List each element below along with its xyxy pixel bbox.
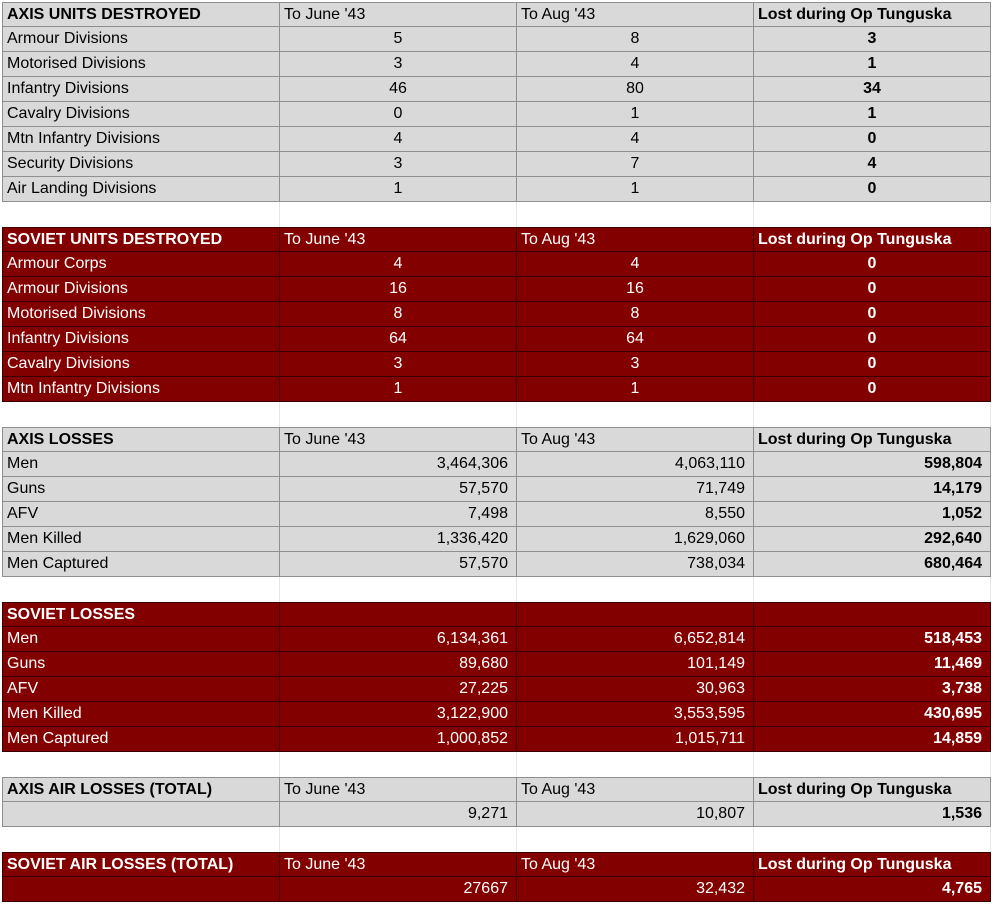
- value-cell[interactable]: 3,122,900: [280, 702, 517, 727]
- empty-cell[interactable]: [517, 752, 754, 777]
- row-label[interactable]: Armour Divisions: [2, 27, 280, 52]
- column-header[interactable]: To June '43: [280, 777, 517, 802]
- value-cell[interactable]: 1: [517, 102, 754, 127]
- row-label[interactable]: [2, 877, 280, 902]
- section-title[interactable]: AXIS UNITS DESTROYED: [2, 2, 280, 27]
- soviet-losses-row: [2, 652, 991, 677]
- empty-cell[interactable]: [2, 752, 280, 777]
- value-cell[interactable]: 8: [517, 302, 754, 327]
- row-label[interactable]: Mtn Infantry Divisions: [2, 377, 280, 402]
- lost-value-cell[interactable]: 34: [754, 77, 991, 102]
- column-header[interactable]: To Aug '43: [517, 2, 754, 27]
- section-title[interactable]: AXIS AIR LOSSES (TOTAL): [2, 777, 280, 802]
- lost-value-cell[interactable]: 14,859: [754, 727, 991, 752]
- axis-losses-row: [2, 477, 991, 502]
- value-cell[interactable]: 64: [280, 327, 517, 352]
- row-label[interactable]: AFV: [2, 502, 280, 527]
- blank-row: [2, 202, 991, 227]
- column-header[interactable]: To June '43: [280, 2, 517, 27]
- axis-units-destroyed-header-row: [2, 2, 991, 27]
- empty-cell[interactable]: [2, 202, 280, 227]
- soviet-losses-row: [2, 627, 991, 652]
- column-header[interactable]: To June '43: [280, 227, 517, 252]
- row-label[interactable]: Men Captured: [2, 552, 280, 577]
- column-header[interactable]: To June '43: [280, 427, 517, 452]
- value-cell[interactable]: 8: [280, 302, 517, 327]
- value-cell[interactable]: 30,963: [517, 677, 754, 702]
- lost-value-cell[interactable]: 680,464: [754, 552, 991, 577]
- row-label[interactable]: Men Killed: [2, 702, 280, 727]
- lost-value-cell[interactable]: 1: [754, 102, 991, 127]
- row-label[interactable]: Armour Corps: [2, 252, 280, 277]
- lost-value-cell[interactable]: 0: [754, 327, 991, 352]
- blank-row: [2, 827, 991, 852]
- lost-value-cell[interactable]: 11,469: [754, 652, 991, 677]
- axis-units-destroyed-row: [2, 77, 991, 102]
- lost-value-cell[interactable]: 0: [754, 352, 991, 377]
- value-cell[interactable]: 3: [280, 52, 517, 77]
- row-label[interactable]: Cavalry Divisions: [2, 102, 280, 127]
- empty-cell[interactable]: [754, 402, 991, 427]
- empty-cell[interactable]: [2, 577, 280, 602]
- value-cell[interactable]: 1: [517, 377, 754, 402]
- value-cell[interactable]: 8: [517, 27, 754, 52]
- row-label[interactable]: Guns: [2, 477, 280, 502]
- value-cell[interactable]: 89,680: [280, 652, 517, 677]
- empty-cell[interactable]: [280, 827, 517, 852]
- column-header[interactable]: Lost during Op Tunguska: [754, 852, 991, 877]
- empty-cell[interactable]: [517, 402, 754, 427]
- row-label[interactable]: Motorised Divisions: [2, 302, 280, 327]
- axis-losses-header-row: [2, 427, 991, 452]
- row-label[interactable]: Infantry Divisions: [2, 327, 280, 352]
- soviet-units-destroyed-header-row: [2, 227, 991, 252]
- lost-value-cell[interactable]: 1: [754, 52, 991, 77]
- column-header[interactable]: [280, 602, 517, 627]
- value-cell[interactable]: 3: [517, 352, 754, 377]
- axis-losses-row: [2, 452, 991, 477]
- row-label[interactable]: Men Captured: [2, 727, 280, 752]
- lost-value-cell[interactable]: 0: [754, 377, 991, 402]
- empty-cell[interactable]: [754, 827, 991, 852]
- blank-row: [2, 577, 991, 602]
- lost-value-cell[interactable]: 0: [754, 127, 991, 152]
- lost-value-cell[interactable]: 518,453: [754, 627, 991, 652]
- value-cell[interactable]: 9,271: [280, 802, 517, 827]
- value-cell[interactable]: 4: [517, 127, 754, 152]
- lost-value-cell[interactable]: 0: [754, 252, 991, 277]
- section-title[interactable]: AXIS LOSSES: [2, 427, 280, 452]
- column-header[interactable]: Lost during Op Tunguska: [754, 227, 991, 252]
- axis-air-losses-total-header-row: [2, 777, 991, 802]
- soviet-losses-row: [2, 702, 991, 727]
- column-header[interactable]: To Aug '43: [517, 777, 754, 802]
- value-cell[interactable]: 8,550: [517, 502, 754, 527]
- value-cell[interactable]: 1,000,852: [280, 727, 517, 752]
- row-label[interactable]: Armour Divisions: [2, 277, 280, 302]
- value-cell[interactable]: 7: [517, 152, 754, 177]
- row-label[interactable]: AFV: [2, 677, 280, 702]
- row-label[interactable]: Mtn Infantry Divisions: [2, 127, 280, 152]
- empty-cell[interactable]: [280, 202, 517, 227]
- value-cell[interactable]: 80: [517, 77, 754, 102]
- soviet-units-destroyed-row: [2, 352, 991, 377]
- soviet-units-destroyed-row: [2, 277, 991, 302]
- value-cell[interactable]: 46: [280, 77, 517, 102]
- axis-air-losses-total-row: [2, 802, 991, 827]
- section-title[interactable]: SOVIET UNITS DESTROYED: [2, 227, 280, 252]
- lost-value-cell[interactable]: 14,179: [754, 477, 991, 502]
- soviet-units-destroyed-row: [2, 302, 991, 327]
- blank-row: [2, 752, 991, 777]
- row-label[interactable]: Men Killed: [2, 527, 280, 552]
- value-cell[interactable]: 4: [517, 52, 754, 77]
- row-label[interactable]: Men: [2, 452, 280, 477]
- soviet-units-destroyed-row: [2, 252, 991, 277]
- value-cell[interactable]: 4: [280, 252, 517, 277]
- column-header[interactable]: Lost during Op Tunguska: [754, 427, 991, 452]
- axis-losses-row: [2, 527, 991, 552]
- row-label[interactable]: Motorised Divisions: [2, 52, 280, 77]
- empty-cell[interactable]: [517, 827, 754, 852]
- value-cell[interactable]: 4: [280, 127, 517, 152]
- axis-units-destroyed-row: [2, 127, 991, 152]
- empty-cell[interactable]: [2, 402, 280, 427]
- soviet-units-destroyed-row: [2, 377, 991, 402]
- value-cell[interactable]: 1: [517, 177, 754, 202]
- value-cell[interactable]: 3,553,595: [517, 702, 754, 727]
- lost-value-cell[interactable]: 0: [754, 177, 991, 202]
- lost-value-cell[interactable]: 3,738: [754, 677, 991, 702]
- axis-units-destroyed-row: [2, 102, 991, 127]
- axis-units-destroyed-row: [2, 152, 991, 177]
- axis-units-destroyed-row: [2, 27, 991, 52]
- value-cell[interactable]: 1: [280, 177, 517, 202]
- value-cell[interactable]: 1,336,420: [280, 527, 517, 552]
- value-cell[interactable]: 0: [280, 102, 517, 127]
- column-header[interactable]: Lost during Op Tunguska: [754, 777, 991, 802]
- value-cell[interactable]: 1,015,711: [517, 727, 754, 752]
- row-label[interactable]: [2, 802, 280, 827]
- lost-value-cell[interactable]: 598,804: [754, 452, 991, 477]
- empty-cell[interactable]: [517, 202, 754, 227]
- empty-cell[interactable]: [280, 577, 517, 602]
- blank-row: [2, 402, 991, 427]
- value-cell[interactable]: 5: [280, 27, 517, 52]
- lost-value-cell[interactable]: 430,695: [754, 702, 991, 727]
- empty-cell[interactable]: [754, 577, 991, 602]
- column-header[interactable]: To Aug '43: [517, 227, 754, 252]
- row-label[interactable]: Guns: [2, 652, 280, 677]
- lost-value-cell[interactable]: 4,765: [754, 877, 991, 902]
- empty-cell[interactable]: [754, 752, 991, 777]
- value-cell[interactable]: 1,629,060: [517, 527, 754, 552]
- value-cell[interactable]: 32,432: [517, 877, 754, 902]
- lost-value-cell[interactable]: 1,536: [754, 802, 991, 827]
- column-header[interactable]: [517, 602, 754, 627]
- value-cell[interactable]: 57,570: [280, 477, 517, 502]
- axis-units-destroyed-row: [2, 177, 991, 202]
- value-cell[interactable]: 4: [517, 252, 754, 277]
- row-label[interactable]: Security Divisions: [2, 152, 280, 177]
- value-cell[interactable]: 6,652,814: [517, 627, 754, 652]
- soviet-air-losses-total-row: [2, 877, 991, 902]
- soviet-losses-header-row: [2, 602, 991, 627]
- section-title[interactable]: SOVIET LOSSES: [2, 602, 280, 627]
- empty-cell[interactable]: [280, 752, 517, 777]
- value-cell[interactable]: 6,134,361: [280, 627, 517, 652]
- value-cell[interactable]: 1: [280, 377, 517, 402]
- column-header[interactable]: To Aug '43: [517, 852, 754, 877]
- lost-value-cell[interactable]: 292,640: [754, 527, 991, 552]
- value-cell[interactable]: 738,034: [517, 552, 754, 577]
- row-label[interactable]: Men: [2, 627, 280, 652]
- soviet-air-losses-total-header-row: [2, 852, 991, 877]
- lost-value-cell[interactable]: 4: [754, 152, 991, 177]
- row-label[interactable]: Air Landing Divisions: [2, 177, 280, 202]
- column-header[interactable]: To Aug '43: [517, 427, 754, 452]
- empty-cell[interactable]: [754, 202, 991, 227]
- lost-value-cell[interactable]: 1,052: [754, 502, 991, 527]
- column-header[interactable]: To June '43: [280, 852, 517, 877]
- empty-cell[interactable]: [280, 402, 517, 427]
- value-cell[interactable]: 3,464,306: [280, 452, 517, 477]
- value-cell[interactable]: 7,498: [280, 502, 517, 527]
- value-cell[interactable]: 101,149: [517, 652, 754, 677]
- spreadsheet: [2, 2, 991, 902]
- soviet-losses-row: [2, 727, 991, 752]
- empty-cell[interactable]: [2, 827, 280, 852]
- value-cell[interactable]: 71,749: [517, 477, 754, 502]
- value-cell[interactable]: 4,063,110: [517, 452, 754, 477]
- value-cell[interactable]: 64: [517, 327, 754, 352]
- column-header[interactable]: Lost during Op Tunguska: [754, 2, 991, 27]
- value-cell[interactable]: 16: [280, 277, 517, 302]
- axis-losses-row: [2, 552, 991, 577]
- row-label[interactable]: Infantry Divisions: [2, 77, 280, 102]
- soviet-units-destroyed-row: [2, 327, 991, 352]
- section-title[interactable]: SOVIET AIR LOSSES (TOTAL): [2, 852, 280, 877]
- lost-value-cell[interactable]: 0: [754, 302, 991, 327]
- lost-value-cell[interactable]: 3: [754, 27, 991, 52]
- lost-value-cell[interactable]: 0: [754, 277, 991, 302]
- value-cell[interactable]: 16: [517, 277, 754, 302]
- value-cell[interactable]: 10,807: [517, 802, 754, 827]
- soviet-losses-row: [2, 677, 991, 702]
- value-cell[interactable]: 3: [280, 352, 517, 377]
- empty-cell[interactable]: [517, 577, 754, 602]
- axis-units-destroyed-row: [2, 52, 991, 77]
- axis-losses-row: [2, 502, 991, 527]
- value-cell[interactable]: 27,225: [280, 677, 517, 702]
- column-header[interactable]: [754, 602, 991, 627]
- value-cell[interactable]: 27667: [280, 877, 517, 902]
- value-cell[interactable]: 57,570: [280, 552, 517, 577]
- row-label[interactable]: Cavalry Divisions: [2, 352, 280, 377]
- value-cell[interactable]: 3: [280, 152, 517, 177]
